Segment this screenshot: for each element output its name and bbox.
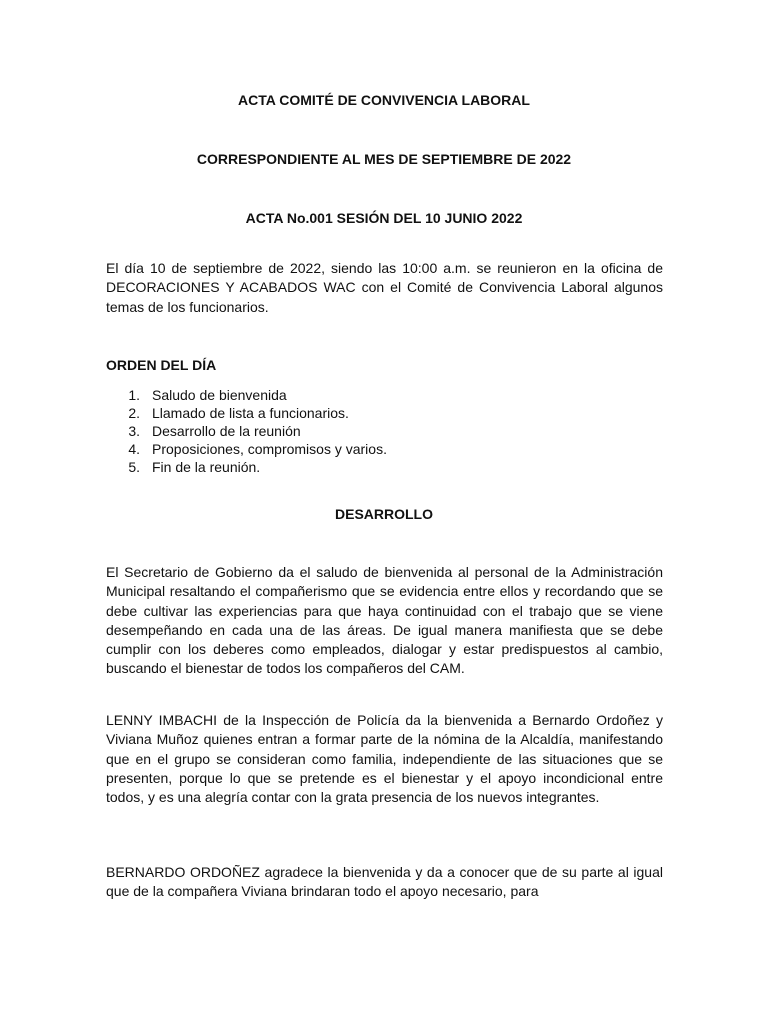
agenda-list [106, 386, 387, 476]
agenda-item [106, 422, 387, 440]
agenda-item-text: Proposiciones, compromisos y varios. [152, 441, 387, 457]
agenda-item-number: 4. [128, 441, 140, 457]
agenda-item-number: 2. [128, 405, 140, 421]
document-title: ACTA COMITÉ DE CONVIVENCIA LABORAL [238, 92, 530, 108]
agenda-item-text: Desarrollo de la reunión [152, 423, 301, 439]
agenda-item [106, 458, 387, 476]
agenda-item-number: 5. [128, 459, 140, 475]
agenda-item-text: Saludo de bienvenida [152, 387, 287, 403]
agenda-item [106, 440, 387, 458]
session-title: ACTA No.001 SESIÓN DEL 10 JUNIO 2022 [245, 210, 523, 226]
development-paragraph: BERNARDO ORDOÑEZ agradece la bienvenida y da a conocer que de su parte al igual que de la compañera Viviana brindaran todo el apoyo necesario, para [106, 864, 663, 900]
agenda-item [106, 404, 387, 422]
development-paragraph: LENNY IMBACHI de la Inspección de Policía da la bienvenida a Bernardo Ordoñez y Viviana Muñoz quienes entran a formar parte de la nómina de la Alcaldía, manifestando que en el grupo se consideran como familia, independiente de las situaciones que se presenten, porque lo que se pretende es el bienestar y el apoyo incondicional entre todos, y es una alegría contar con la grata presencia de los nuevos integrantes. [106, 712, 663, 806]
agenda-item-number: 3. [128, 423, 140, 439]
document-subtitle: CORRESPONDIENTE AL MES DE SEPTIEMBRE DE 2022 [196, 151, 572, 167]
development-heading: DESARROLLO [335, 506, 433, 522]
agenda-heading: ORDEN DEL DÍA [106, 357, 217, 373]
agenda-item-number: 1. [128, 387, 140, 403]
intro-paragraph: El día 10 de septiembre de 2022, siendo las 10:00 a.m. se reunieron en la oficina de DECORACIONES Y ACABADOS WAC con el Comité de Convivencia Laboral algunos temas de los funcionarios. [106, 260, 663, 315]
agenda-item-text: Fin de la reunión. [152, 459, 261, 475]
agenda-item-text: Llamado de lista a funcionarios. [152, 405, 349, 421]
agenda-item [106, 386, 387, 404]
development-paragraph: El Secretario de Gobierno da el saludo de bienvenida al personal de la Administración Municipal resaltando el compañerismo que se evidencia entre ellos y recordando que se debe cultivar las experiencias para que haya continuidad con el trabajo que se viene desempeñando en cada una de las áreas. De igual manera manifiesta que se debe cumplir con los deberes como empleados, dialogar y estar predispuestos al cambio, buscando el bienestar de todos los compañeros del CAM. [106, 564, 663, 677]
